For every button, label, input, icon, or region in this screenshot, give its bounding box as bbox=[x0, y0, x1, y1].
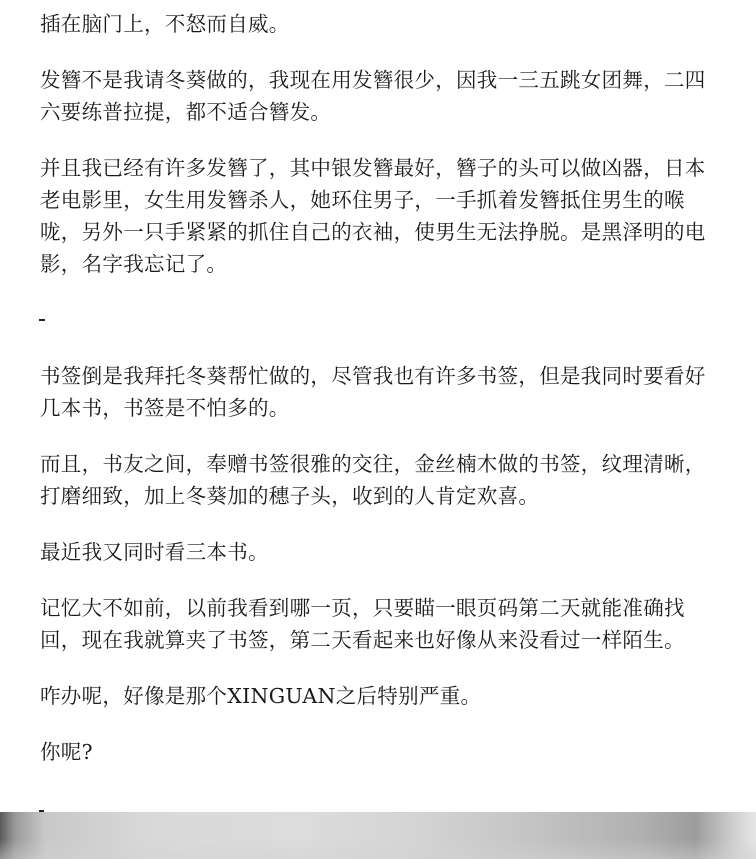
paragraph-3: 并且我已经有许多发簪了，其中银发簪最好，簪子的头可以做凶器，日本老电影里，女生用发簪杀人，她环住男子，一手抓着发簪抵住男生的喉咙，另外一只手紧紧的抓住自己的衣袖，使男生无法挣脱。是黑泽明的电影，名字我忘记了。 bbox=[40, 156, 706, 276]
paragraph-4: 书签倒是我拜托冬葵帮忙做的，尽管我也有许多书签，但是我同时要看好几本书，书签是不怕多的。 bbox=[40, 364, 706, 420]
paragraph-5: 而且，书友之间，奉赠书签很雅的交往，金丝楠木做的书签，纹理清晰，打磨细致，加上冬葵加的穗子头，收到的人肯定欢喜。 bbox=[40, 452, 706, 508]
paragraph-9: 你呢? bbox=[40, 740, 93, 764]
paragraph-6: 最近我又同时看三本书。 bbox=[40, 540, 269, 564]
section-divider-mark bbox=[39, 319, 45, 321]
paragraph-1: 插在脑门上，不怒而自威。 bbox=[40, 12, 290, 36]
article-body bbox=[40, 8, 720, 792]
paragraph-7: 记忆大不如前，以前我看到哪一页，只要瞄一眼页码第二天就能准确找回，现在我就算夹了书签，第二天看起来也好像从来没看过一样陌生。 bbox=[40, 596, 685, 652]
footer-photo-strip bbox=[0, 812, 756, 859]
paragraph-2: 发簪不是我请冬葵做的，我现在用发簪很少，因我一三五跳女团舞，二四六要练普拉提，都不适合簪发。 bbox=[40, 68, 706, 124]
paragraph-8: 咋办呢，好像是那个XINGUAN之后特别严重。 bbox=[40, 684, 482, 708]
